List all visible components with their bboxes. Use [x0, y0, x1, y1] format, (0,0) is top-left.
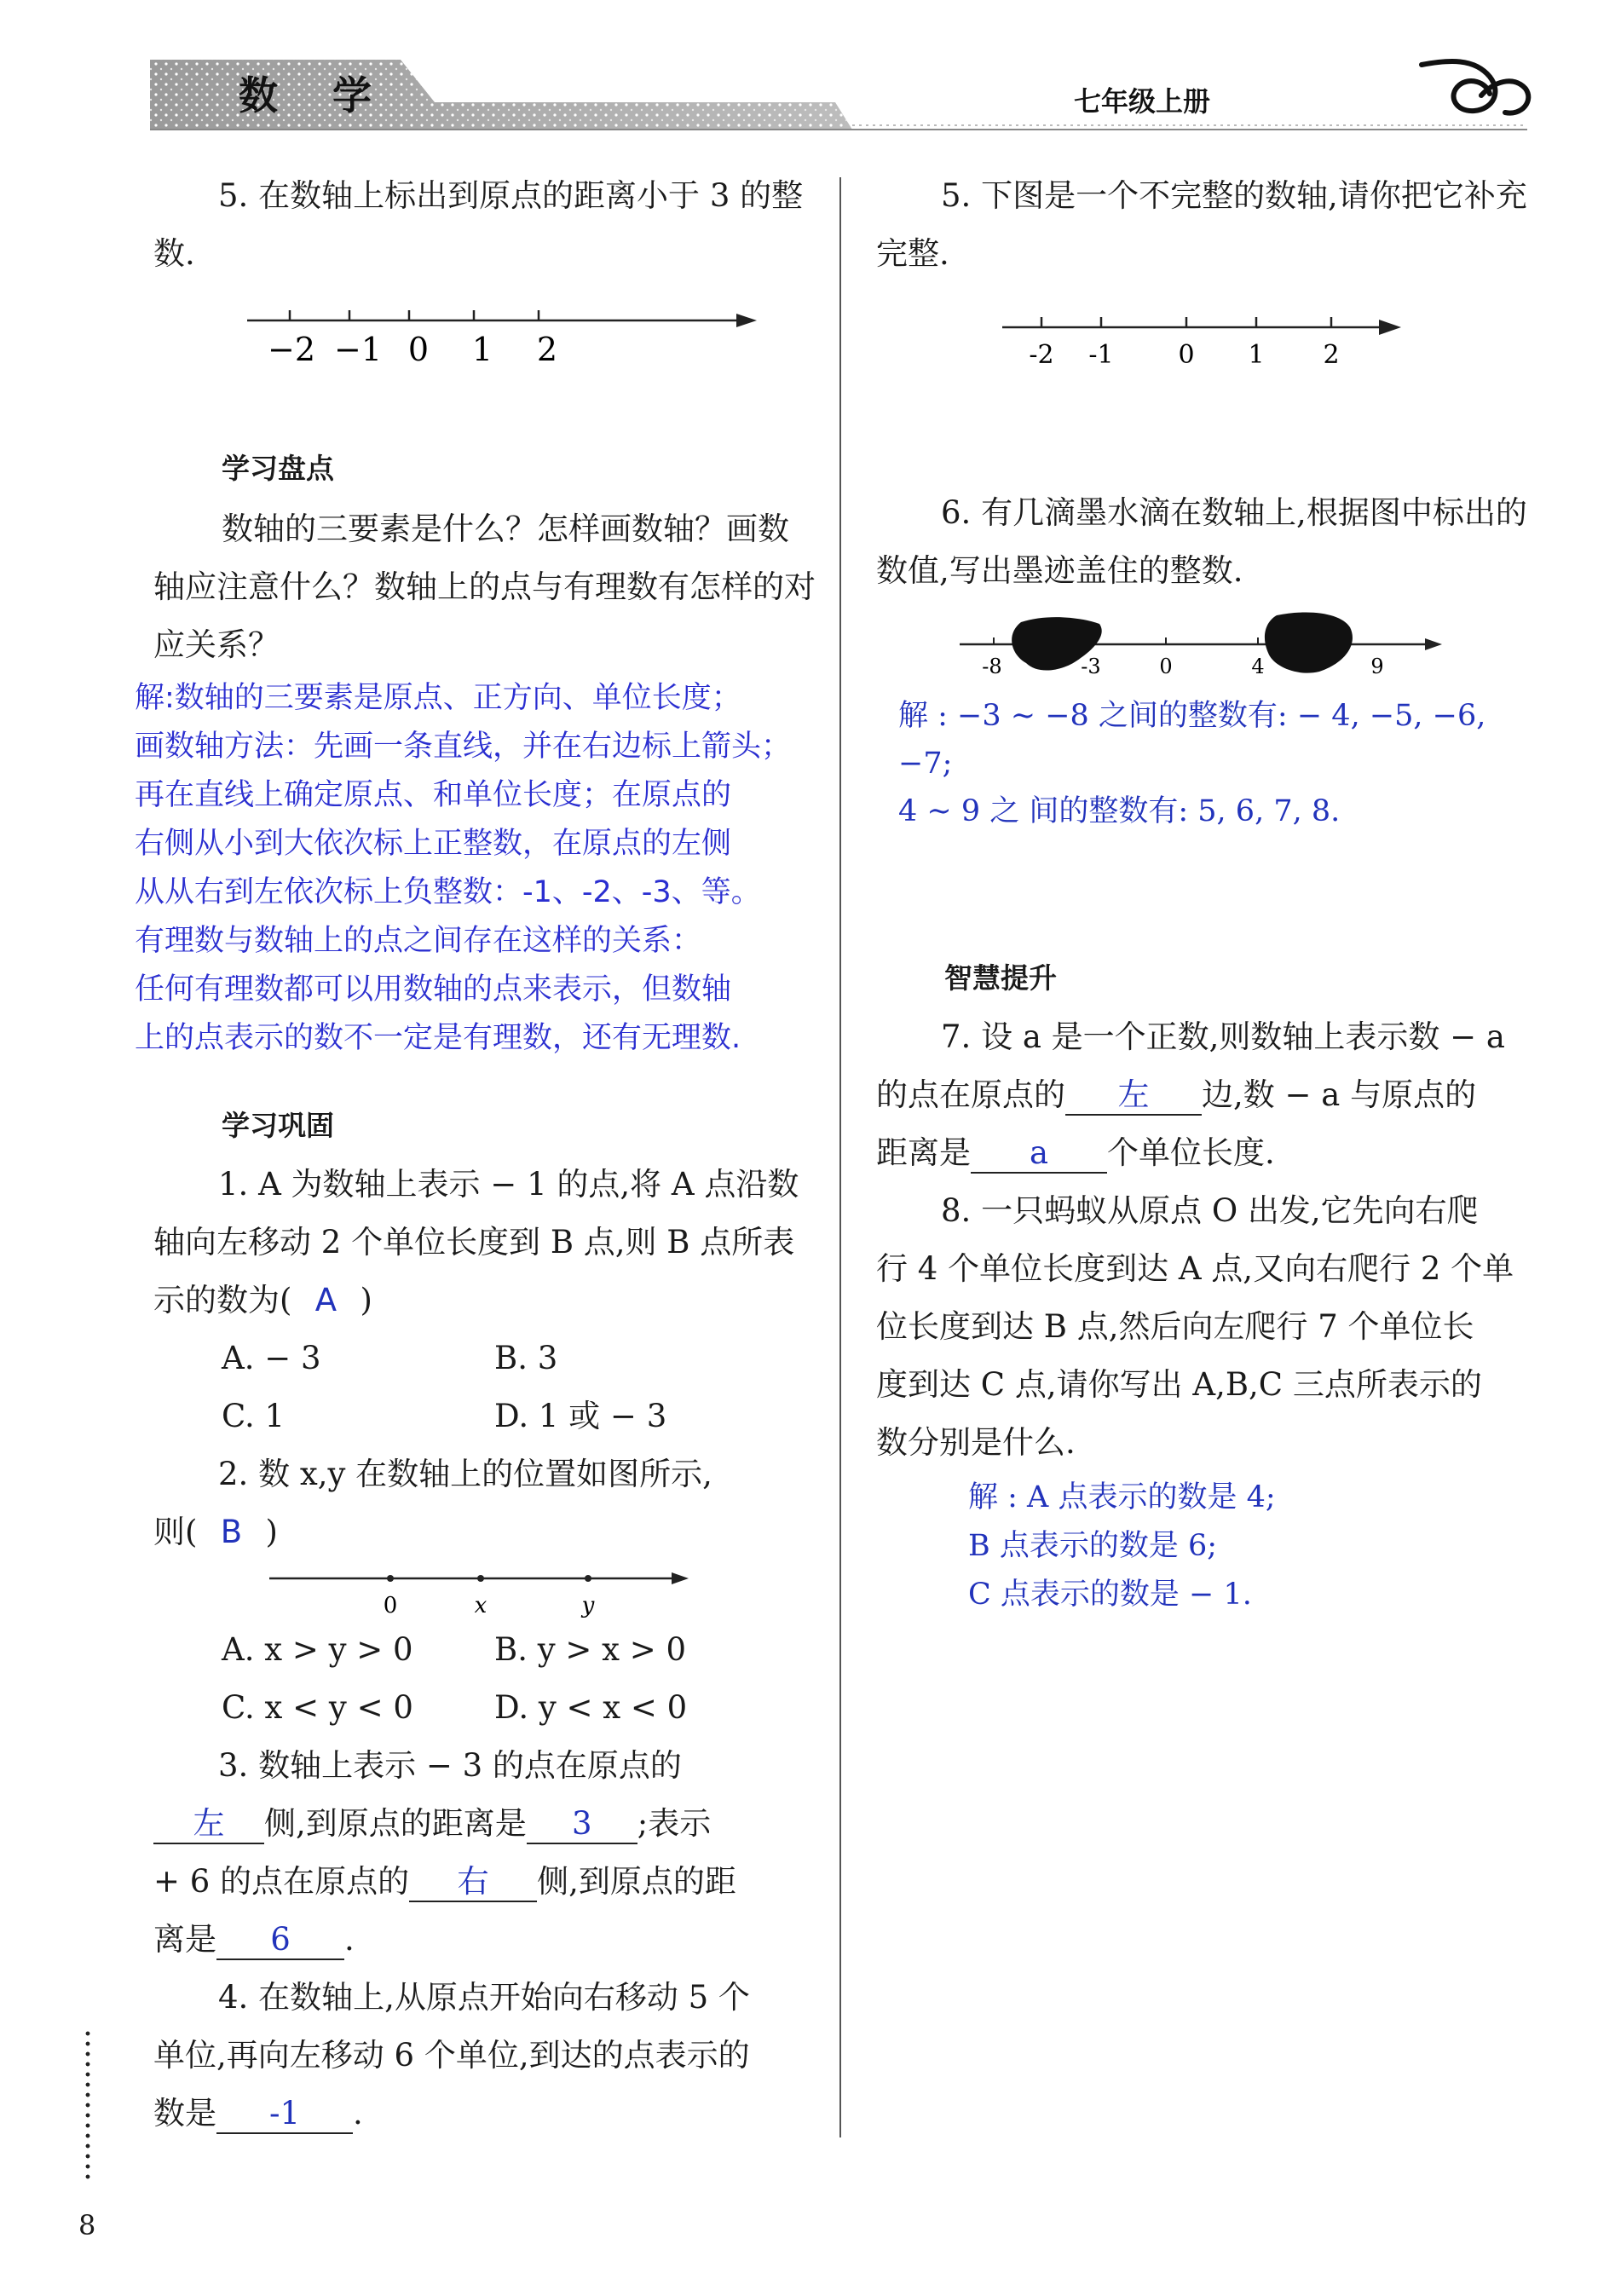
- q7-line: [876, 1124, 1532, 1182]
- q4-text: .: [353, 2095, 363, 2132]
- q2-answer: B: [220, 1514, 243, 1550]
- q7-blank-answer: a: [1029, 1134, 1049, 1171]
- q3-line: [153, 1853, 818, 1911]
- pandian-answer-line: 解:数轴的三要素是原点、正方向、单位长度；: [135, 681, 741, 715]
- q8-answer: [876, 1474, 1532, 1619]
- q2-tick-label: x: [474, 1593, 487, 1618]
- q3-text: 侧,到原点的距: [537, 1863, 736, 1900]
- q2-option-d: D. y < x < 0: [494, 1689, 688, 1726]
- q2-stem-open: 则(: [153, 1514, 198, 1550]
- left-q5-tick-label: −2: [267, 331, 316, 368]
- section-heading-pandian: 学习盘点: [222, 452, 334, 485]
- q2-option-c: C. x < y < 0: [222, 1689, 413, 1726]
- column-divider: [839, 177, 841, 2137]
- grade-label: 七年级上册: [1074, 85, 1211, 118]
- zhihui-q7: [876, 1008, 1532, 1182]
- q6-answer-line: 4 ∼ 9 之 间的整数有: 5, 6, 7, 8.: [898, 794, 1341, 828]
- q1-options-row: [153, 1330, 818, 1387]
- q2-number-line: [153, 1561, 818, 1621]
- q7-line: [876, 1066, 1532, 1124]
- q8-line: 度到达 C 点,请你写出 A,B,C 三点所表示的: [876, 1366, 1482, 1403]
- q8-line: 数分别是什么.: [876, 1424, 1076, 1461]
- gonggu-q2: [153, 1445, 818, 1737]
- q2-tick-label: y: [581, 1593, 595, 1618]
- q2-options-row: [153, 1679, 818, 1737]
- ink-blot-icon: [1265, 612, 1353, 672]
- q8-answer-line: B 点表示的数是 6;: [968, 1529, 1218, 1563]
- left-q5-tick-label: −1: [333, 331, 383, 368]
- right-q6-text: 6. 有几滴墨水滴在数轴上,根据图中标出的数值,写出墨迹盖住的整数.: [876, 494, 1527, 589]
- q3-blank-answer: 右: [457, 1863, 489, 1900]
- right-column: [876, 167, 1532, 1619]
- q1-options-row: [153, 1387, 818, 1445]
- pandian-question: 数轴的三要素是什么？怎样画数轴？画数轴应注意什么？数轴上的点与有理数有怎样的对应关系？: [153, 511, 816, 663]
- q3-text: .: [344, 1921, 355, 1958]
- q4-blank: [216, 2095, 353, 2134]
- q2-tick-label: 0: [383, 1593, 398, 1618]
- left-q5-tick-label: 2: [536, 331, 558, 368]
- q2-options-row: [153, 1621, 818, 1679]
- subject-title: 数 学: [239, 72, 393, 118]
- pandian-answer-line: 有理数与数轴上的点之间存在这样的关系：: [135, 924, 702, 958]
- right-q6-answer: [876, 692, 1532, 835]
- q7-blank-answer: 左: [1117, 1076, 1150, 1113]
- q3-blank: [216, 1921, 344, 1960]
- gonggu-q3: [153, 1737, 818, 1969]
- q1-stem-line: [153, 1272, 818, 1330]
- right-q6-number-line: [876, 607, 1532, 692]
- right-q5-tick-label: 1: [1248, 340, 1265, 370]
- q4-line: 单位,再向左移动 6 个单位,到达的点表示的: [153, 2037, 750, 2074]
- q1-stem-line: 轴向左移动 2 个单位长度到 B 点,则 B 点所表: [153, 1224, 795, 1260]
- pandian-answer-line: 右侧从小到大依次标上正整数，在原点的左侧: [135, 827, 732, 861]
- q3-blank: [409, 1863, 537, 1902]
- q7-line: 7. 设 a 是一个正数,则数轴上表示数 − a: [941, 1018, 1505, 1055]
- q3-text: 侧,到原点的距离是: [264, 1805, 527, 1842]
- left-q5-text: 5. 在数轴上标出到原点的距离小于 3 的整数.: [153, 177, 804, 272]
- q7-blank: [971, 1134, 1107, 1174]
- q3-blank-answer: 3: [571, 1805, 592, 1842]
- q1-option-a: A. − 3: [222, 1340, 321, 1376]
- q3-line: 3. 数轴上表示 − 3 的点在原点的: [218, 1747, 682, 1784]
- pandian-answer-line: 上的点表示的数不一定是有理数，还有无理数.: [135, 1021, 741, 1055]
- zhihui-q8: [876, 1182, 1532, 1619]
- section-heading-zhihui: 智慧提升: [944, 961, 1057, 995]
- q1-stem-open: 示的数为(: [153, 1282, 292, 1318]
- q4-text: 数是: [153, 2095, 216, 2132]
- right-q6-tick-label: 0: [1159, 655, 1173, 678]
- pandian-answer: [135, 674, 818, 1063]
- right-q6-tick-label: -8: [982, 655, 1002, 678]
- q7-text: 的点在原点的: [876, 1076, 1065, 1113]
- q1-stem-line: 1. A 为数轴上表示 − 1 的点,将 A 点沿数: [218, 1166, 799, 1203]
- q8-line: 8. 一只蚂蚁从原点 O 出发,它先向右爬: [941, 1192, 1479, 1229]
- q7-text: 距离是: [876, 1134, 971, 1171]
- q1-option-d: D. 1 或 − 3: [494, 1398, 667, 1434]
- right-q5-tick-label: -2: [1029, 340, 1054, 370]
- q1-answer: A: [314, 1282, 337, 1318]
- q3-blank: [153, 1805, 264, 1844]
- left-column: [135, 167, 818, 2143]
- pandian-answer-line: 任何有理数都可以用数轴的点来表示，但数轴: [135, 972, 732, 1007]
- gonggu-q1: [153, 1156, 818, 1445]
- right-q5-tick-label: 2: [1323, 340, 1340, 370]
- q8-answer-line: 解 : A 点表示的数是 4;: [968, 1480, 1276, 1514]
- section-heading-gonggu: 学习巩固: [222, 1109, 334, 1142]
- q3-line: [153, 1911, 818, 1969]
- q7-text: 边,数 − a 与原点的: [1202, 1076, 1477, 1113]
- q3-blank-answer: 左: [193, 1805, 225, 1842]
- q1-option-c: C. 1: [222, 1398, 286, 1434]
- q8-answer-line: C 点表示的数是 − 1.: [968, 1578, 1252, 1612]
- q2-option-a: A. x > y > 0: [222, 1631, 413, 1668]
- q4-line: [153, 2085, 818, 2143]
- q4-line: 4. 在数轴上,从原点开始向右移动 5 个: [218, 1979, 750, 2016]
- right-q5-number-line: [876, 291, 1532, 377]
- q1-option-b: B. 3: [494, 1340, 558, 1376]
- right-q6-tick-label: -3: [1081, 655, 1101, 678]
- q3-blank: [527, 1805, 637, 1844]
- right-q6-tick-label: 4: [1251, 655, 1265, 678]
- pandian-answer-line: 画数轴方法：先画一条直线，并在右边标上箭头；: [135, 730, 792, 764]
- right-q5-tick-label: 0: [1178, 340, 1195, 370]
- page-header: [0, 0, 1621, 145]
- q2-stem-line: 2. 数 x,y 在数轴上的位置如图所示,: [218, 1456, 712, 1492]
- right-q5-tick-label: -1: [1088, 340, 1114, 370]
- q2-option-b: B. y > x > 0: [494, 1631, 687, 1668]
- q3-text: + 6 的点在原点的: [153, 1863, 410, 1900]
- q3-blank-answer: 6: [270, 1921, 291, 1958]
- gonggu-q4: [153, 1969, 818, 2143]
- pandian-answer-line: 从从右到左依次标上负整数：-1、-2、-3、等。: [135, 875, 761, 909]
- right-q5-text: 5. 下图是一个不完整的数轴,请你把它补充完整.: [876, 177, 1527, 272]
- left-q5-number-line: [153, 283, 818, 385]
- footer-dots: [85, 2028, 90, 2182]
- right-q6-tick-label: 9: [1370, 655, 1384, 678]
- left-q5-tick-label: 0: [407, 331, 430, 368]
- swirl-logo-icon: [1422, 61, 1528, 113]
- q3-text: ;表示: [637, 1805, 712, 1842]
- left-q5-tick-label: 1: [471, 331, 493, 368]
- q6-answer-line: 解 : −3 ∼ −8 之间的整数有: − 4, −5, −6, −7;: [898, 699, 1486, 781]
- q2-stem-close: ): [265, 1514, 278, 1550]
- q8-line: 行 4 个单位长度到达 A 点,又向右爬行 2 个单: [876, 1250, 1514, 1287]
- q7-blank: [1065, 1076, 1202, 1116]
- page-number: 8: [78, 2209, 96, 2241]
- pandian-answer-line: 再在直线上确定原点、和单位长度；在原点的: [135, 778, 732, 812]
- q7-text: 个单位长度.: [1107, 1134, 1275, 1171]
- q4-blank-answer: -1: [268, 2095, 301, 2132]
- q3-text: 离是: [153, 1921, 216, 1958]
- q2-stem-line: [153, 1503, 818, 1561]
- q3-line: [153, 1795, 818, 1853]
- q1-stem-close: ): [360, 1282, 372, 1318]
- q8-line: 位长度到达 B 点,然后向左爬行 7 个单位长: [876, 1308, 1474, 1345]
